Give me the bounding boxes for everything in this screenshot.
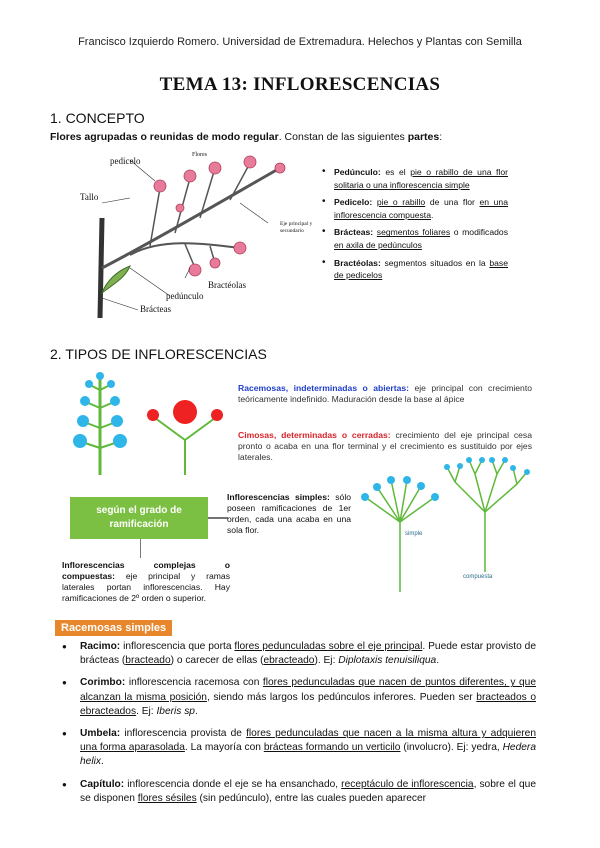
cimosas-definition: Cimosas, determinadas o cerradas: crecimiento del eje principal cesa pronto o acaba en una flor terminal y el crecimiento es sustituido por ejes laterales.	[238, 430, 532, 462]
racemosas-simples-badge: Racemosas simples	[55, 620, 172, 636]
label-eje: Eje principal y secundario	[280, 221, 313, 234]
umbel-illustrations	[355, 452, 535, 602]
concepto-parts-list	[322, 166, 508, 287]
ramificacion-box: según el grado de ramificación	[70, 497, 208, 539]
racemosas-simples-list	[62, 640, 536, 814]
label-flores: Flores	[192, 152, 207, 158]
label-bracteolas: Bractéolas	[208, 280, 246, 290]
page-title: TEMA 13: INFLORESCENCIAS	[159, 74, 441, 95]
page-header: Francisco Izquierdo Romero. Universidad de Extremadura. Helechos y Plantas con Semilla	[78, 36, 522, 48]
list-item: • Bractéolas: segmentos situados en la base de pedicelos	[322, 257, 508, 282]
list-item: ● Racimo: inflorescencia que porta flores pedunculadas sobre el eje principal. Puede estar provisto de brácteas (bracteado) o carecer de ellas (ebracteado). Ej: Diplotaxis tenuisiliqua.	[62, 640, 536, 668]
label-tallo: Tallo	[80, 192, 99, 202]
simples-definition: Inflorescencias simples: sólo poseen ramificaciones de 1er orden, cada una acaba en una sola flor.	[227, 492, 352, 535]
section-heading-concepto: 1. CONCEPTO	[50, 110, 145, 126]
label-pedunculo: pedúnculo	[166, 291, 204, 301]
label-simple: simple	[405, 531, 423, 537]
section-heading-tipos: 2. TIPOS DE INFLORESCENCIAS	[50, 346, 267, 362]
list-item: • Brácteas: segmentos foliares o modificados en axila de pedúnculos	[322, 226, 508, 251]
list-item: ● Umbela: inflorescencia provista de flores pedunculadas que nacen a la misma altura y adquieren una forma aparasolada. La mayoría con brácteas formando un verticilo (involucro). Ej: yedra, Hedera helix.	[62, 727, 536, 770]
complejas-definition: Inflorescencias complejas o compuestas: eje principal y ramas laterales portan inflorescencias. Hay ramificaciones de 2º orden o superior.	[62, 560, 230, 603]
racemose-cymose-diagram	[70, 370, 240, 480]
list-item: • Pedicelo: pie o rabillo de una flor en una inflorescencia compuesta.	[322, 196, 508, 221]
racemosas-definition: Racemosas, indeterminadas o abiertas: eje principal con crecimiento teóricamente indefinido. Maduración desde la base al ápice	[238, 383, 532, 404]
box-connectors	[140, 490, 230, 560]
label-bracteas: Brácteas	[140, 304, 171, 314]
list-item: ● Corimbo: inflorescencia racemosa con flores pedunculadas que nacen de puntos diferentes, y que alcanzan la misma posición, siendo más largos los pedúnculos inferores. Pueden ser bracteados o ebracteados. Ej: Iberis sp.	[62, 676, 536, 719]
label-pedicelo: pedicelo	[110, 156, 141, 166]
list-item: • Pedúnculo: es el pie o rabillo de una flor solitaria o una inflorescencia simple	[322, 166, 508, 191]
label-compuesta: compuesta	[463, 574, 493, 580]
list-item: ● Capítulo: inflorescencia donde el eje se ha ensanchado, receptáculo de inflorescencia, sobre el que se disponen flores sésiles (sin pedúnculo), entre las cuales pueden aparecer	[62, 778, 536, 806]
concepto-intro: Flores agrupadas o reunidas de modo regular. Constan de las siguientes partes:	[50, 131, 443, 143]
